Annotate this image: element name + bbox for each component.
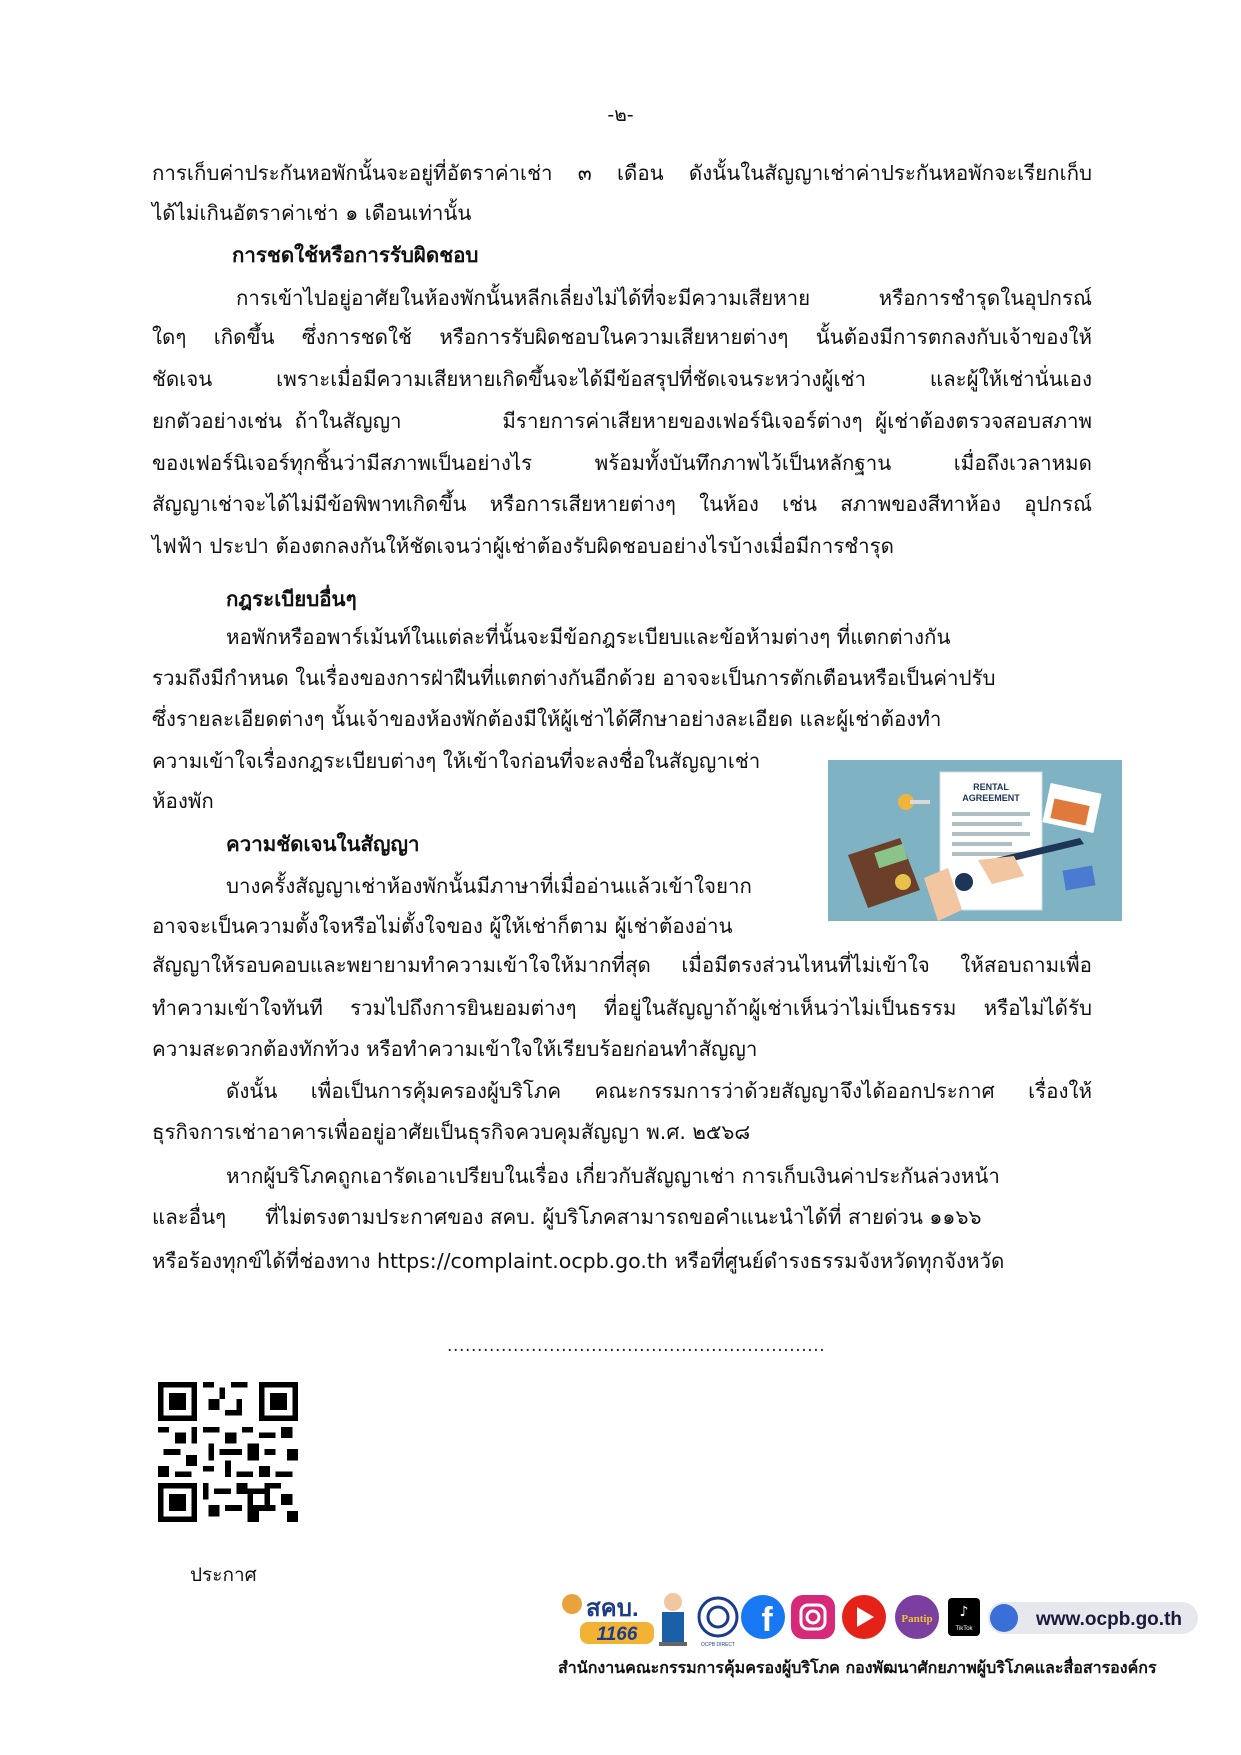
youtube-icon[interactable] [842,1595,886,1639]
footer-social-bar [558,1590,1208,1648]
paragraph-line: ทำความเข้าใจทันที รวมไปถึงการยินยอมต่างๆ ที่อยู่ในสัญญาถ้าผู้เช่าเห็นว่าไม่เป็นธรรม หรือไม่ได้รับ [152,996,1092,1020]
qr-code[interactable] [158,1382,298,1522]
organization-name: สำนักงานคณะกรรมการคุ้มครองผู้บริโภค กองพัฒนาศักยภาพผู้บริโภคและสื่อสารองค์กร [558,1658,1157,1677]
svg-text:f: f [761,1601,773,1639]
qr-caption: ประกาศ [190,1564,257,1586]
paragraph-line: อาจจะเป็นความตั้งใจหรือไม่ตั้งใจของ ผู้ให้เช่าก็ตาม ผู้เช่าต้องอ่าน [152,914,733,938]
paragraph-line: ซึ่งรายละเอียดต่างๆ นั้นเจ้าของห้องพักต้องมีให้ผู้เช่าได้ศึกษาอย่างละเอียด และผู้เช่าต้องทำ [152,707,942,731]
ocpb-direct-icon[interactable] [699,1598,737,1648]
paragraph-line: ธุรกิจการเช่าอาคารเพื่ออยู่อาศัยเป็นธุรกิจควบคุมสัญญา พ.ศ. ๒๕๖๘ [152,1120,751,1144]
mascot-icon [659,1593,687,1646]
paragraph-line: ชัดเจน เพราะเมื่อมีความเสียหายเกิดขึ้นจะได้มีข้อสรุปที่ชัดเจนระหว่างผู้เช่า และผู้ให้เช่านั่นเอง [152,367,1092,391]
section-heading-rules: กฎระเบียบอื่นๆ [226,587,357,611]
ocpb-direct-label: OCPB DIRECT [700,1642,736,1648]
paragraph-line: สัญญาให้รอบคอบและพยายามทำความเข้าใจให้มากที่สุด เมื่อมีตรงส่วนไหนที่ไม่เข้าใจ ให้สอบถามเพื่อ [152,953,1092,977]
section-heading-clarity: ความชัดเจนในสัญญา [226,832,420,856]
doc-title-line1: RENTAL [973,782,1009,792]
svg-text:♪: ♪ [959,1604,969,1620]
divider-dots: ............................................................... [447,1336,826,1356]
paragraph-line: หอพักหรืออพาร์เม้นท์ในแต่ละที่นั้นจะมีข้อกฎระเบียบและข้อห้ามต่างๆ ที่แตกต่างกัน [226,625,951,649]
paragraph-line: และอื่นๆ ที่ไม่ตรงตามประกาศของ สคบ. ผู้บริโภคสามารถขอคำแนะนำได้ที่ สายด่วน ๑๑๖๖ [152,1205,982,1229]
paragraph-line: รวมถึงมีกำหนด ในเรื่องของการฝ่าฝืนที่แตกต่างกันอีกด้วย อาจจะเป็นการตักเตือนหรือเป็นค่าปรับ [152,666,996,690]
paragraph-line: ห้องพัก [152,789,214,813]
hotline-brand: สคบ. [586,1595,639,1622]
paragraph-line: หากผู้บริโภคถูกเอารัดเอาเปรียบในเรื่อง เกี่ยวกับสัญญาเช่า การเก็บเงินค่าประกันล่วงหน้า [226,1164,1000,1188]
paragraph-line: การเก็บค่าประกันหอพักนั้นจะอยู่ที่อัตราค่าเช่า ๓ เดือน ดังนั้นในสัญญาเช่าค่าประกันหอพักจะเรียกเก็บ [152,161,1092,185]
tiktok-label: TikTok [955,1626,973,1632]
paragraph-line: ของเฟอร์นิเจอร์ทุกชิ้นว่ามีสภาพเป็นอย่างไร พร้อมทั้งบันทึกภาพไว้เป็นหลักฐาน เมื่อถึงเวลาหมด [152,451,1092,475]
paragraph-line: ความเข้าใจเรื่องกฎระเบียบต่างๆ ให้เข้าใจก่อนที่จะลงชื่อในสัญญาเช่า [152,749,761,773]
tiktok-icon[interactable] [948,1598,980,1636]
instagram-icon[interactable] [791,1595,835,1639]
pantip-label: Pantip [901,1613,933,1625]
rental-agreement-illustration [828,760,1122,921]
paragraph-line: ดังนั้น เพื่อเป็นการคุ้มครองผู้บริโภค คณะกรรมการว่าด้วยสัญญาจึงได้ออกประกาศ เรื่องให้ [226,1079,1092,1103]
paragraph-line: หรือร้องทุกข์ได้ที่ช่องทาง https://complaint.ocpb.go.th หรือที่ศูนย์ดำรงธรรมจังหวัดทุกจังหวัด [152,1249,1005,1273]
paragraph-line: ไฟฟ้า ประปา ต้องตกลงกันให้ชัดเจนว่าผู้เช่าต้องรับผิดชอบอย่างไรบ้างเมื่อมีการชำรุด [152,534,894,558]
facebook-icon[interactable] [741,1595,785,1639]
paragraph-line: ได้ไม่เกินอัตราค่าเช่า ๑ เดือนเท่านั้น [152,201,472,225]
paragraph-line: ยกตัวอย่างเช่น ถ้าในสัญญา มีรายการค่าเสียหายของเฟอร์นิเจอร์ต่างๆ ผู้เช่าต้องตรวจสอบสภาพ [152,409,1092,433]
paragraph-line: การเข้าไปอยู่อาศัยในห้องพักนั้นหลีกเลี่ยงไม่ได้ที่จะมีความเสียหาย หรือการชำรุดในอุปกรณ์ [236,286,1092,310]
hotline-number: 1166 [596,1624,638,1645]
paragraph-line: ใดๆ เกิดขึ้น ซึ่งการชดใช้ หรือการรับผิดชอบในความเสียหายต่างๆ นั้นต้องมีการตกลงกับเจ้าของให้ [152,325,1092,349]
paragraph-line: สัญญาเช่าจะได้ไม่มีข้อพิพาทเกิดขึ้น หรือการเสียหายต่างๆ ในห้อง เช่น สภาพของสีทาห้อง อุปกรณ์ [152,492,1092,516]
doc-title-line2: AGREEMENT [962,793,1020,803]
section-heading-compensation: การชดใช้หรือการรับผิดชอบ [232,243,479,267]
paragraph-line: ความสะดวกต้องทักท้วง หรือทำความเข้าใจให้เรียบร้อยก่อนทำสัญญา [152,1037,758,1061]
page-number: -๒- [607,104,634,126]
pantip-icon[interactable] [895,1595,939,1639]
website-url: www.ocpb.go.th [1036,1609,1182,1630]
website-icon[interactable] [988,1602,1198,1634]
hotline-icon[interactable] [562,1594,654,1645]
agreement-document [940,772,1042,910]
paragraph-line: บางครั้งสัญญาเช่าห้องพักนั้นมีภาษาที่เมื่ออ่านแล้วเข้าใจยาก [226,874,752,898]
